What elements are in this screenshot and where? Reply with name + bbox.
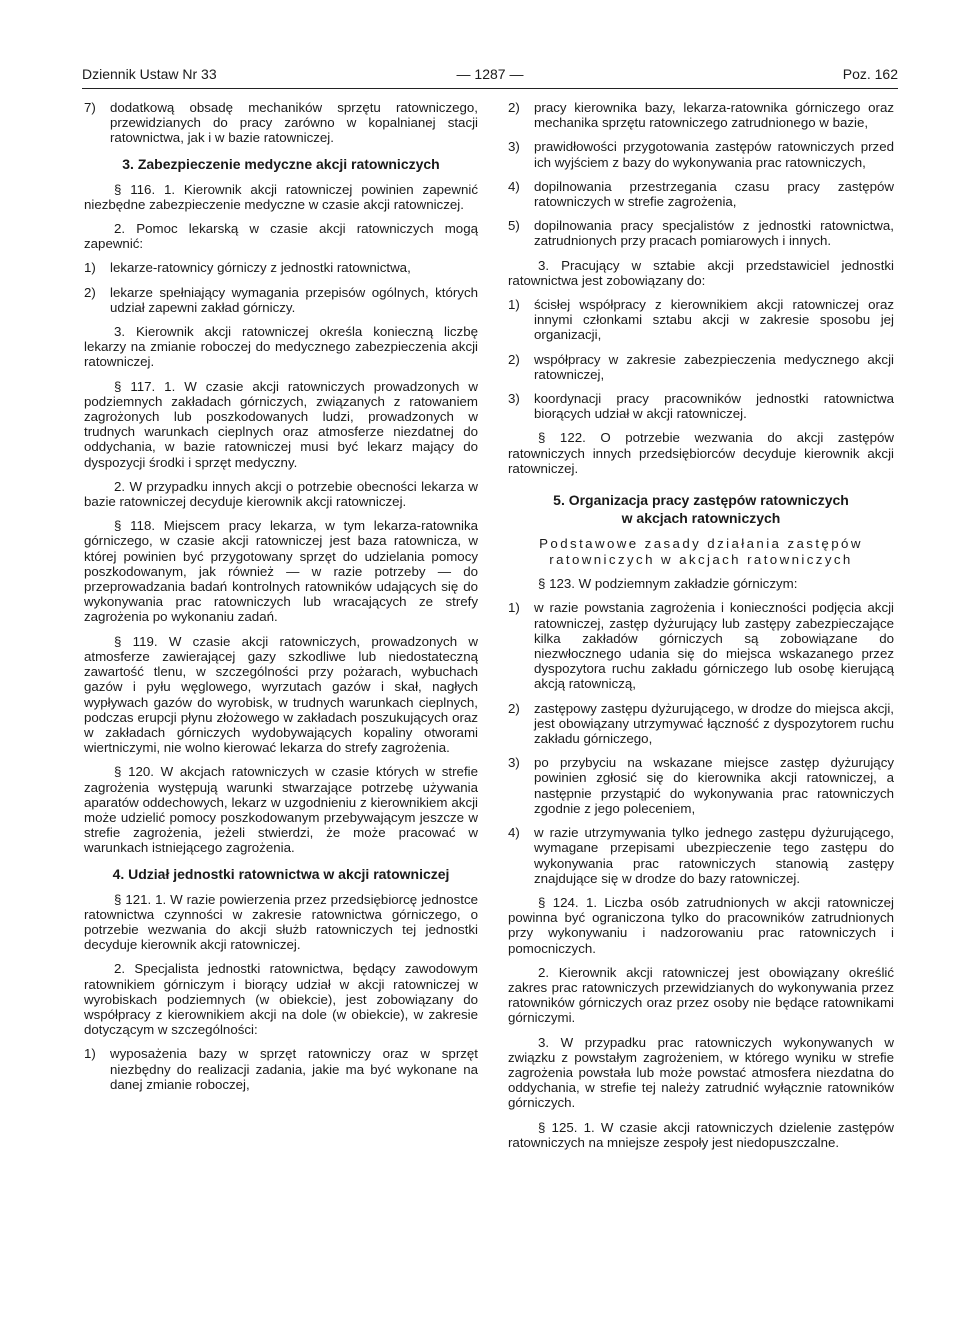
paragraph-123: § 123. W podziemnym zakładzie górniczym: xyxy=(538,576,798,592)
paragraph-122: § 122. O potrzebie wezwania do akcji zastępów ratowniczych innych przedsiębiorców decyduje kierownik akcji ratowniczej. xyxy=(508,430,894,476)
list-item-number: 1) xyxy=(508,600,520,616)
paragraph-125-1: § 125. 1. W czasie akcji ratowniczych dzielenie zastępów ratowniczych na mniejsze zespoły jest niedopuszczalne. xyxy=(508,1119,894,1150)
list-item-text: po przybyciu na wskazane miejsce zastęp dyżurujący powinien zgłosić się do kierownika akcji ratowniczej, a następnie przystąpić do wykonywania prac ratowniczych zgodnie z jego poleceniem, xyxy=(534,755,894,816)
list-item-text: ścisłej współpracy z kierownikiem akcji ratowniczej oraz innymi członkami sztabu akcji w zakresie sposobu jej organizacji, xyxy=(534,297,894,343)
list-item xyxy=(508,755,894,816)
list-item-number: 2) xyxy=(508,351,520,367)
paragraph-119: § 119. W czasie akcji ratowniczych, prowadzonych w atmosferze zawierającej gazy szkodliwe lub niedostateczną zawartość tlenu, w szczególności przy pożarach, wybuchach gazów i pyłu węglowego, wyrzutach gazów i skał, nagłych wypływach gazów do wyrobisk, w trudnych warunkach cieplnych, podczas erupcji płynu złożowego w zakładach poszukujących oraz w zakładach górniczych wydobywających kopaliny otworami wiertniczymi, nie wolno kierować lekarza do strefy zagrożenia. xyxy=(84,633,478,756)
list-item-number: 3) xyxy=(508,755,520,771)
list-item-text: współpracy w zakresie zabezpieczenia medycznego akcji ratowniczej, xyxy=(534,351,894,382)
list-item-text: lekarze spełniający wymagania przepisów ogólnych, których udział zapewni zakład górniczy. xyxy=(110,284,478,315)
list-item xyxy=(508,218,894,248)
list-item xyxy=(508,352,894,382)
running-header xyxy=(82,62,898,86)
list-item-text: zastępowy zastępu dyżurującego, w drodze do miejsca akcji, jest obowiązany utrzymywać łączność z dyspozytorem ruchu zakładu górniczego, xyxy=(534,700,894,747)
subheading-cont: ratowniczych w akcjach ratowniczych xyxy=(549,551,853,567)
list-item-text: wyposażenia bazy w sprzęt ratowniczy oraz w sprzęt niezbędny do realizacji zadania, jakie ma być wykonane na danej zmianie roboczej, xyxy=(110,1046,478,1092)
paragraph-124-2: 2. Kierownik akcji ratowniczej jest obowiązany określić zakres prac ratowniczych przewidzianych do wykonywania przez ratowników górniczych oraz przez osoby nie będące ratownikami górniczymi. xyxy=(508,964,894,1026)
paragraph-116-3: 3. Kierownik akcji ratowniczej określa konieczną liczbę lekarzy na zmianie roboczej do medycznego zabezpieczenia akcji ratowniczej. xyxy=(84,324,478,370)
list-item-text: lekarze-ratownicy górniczy z jednostki ratownictwa, xyxy=(110,260,411,276)
list-item xyxy=(84,100,478,146)
journal-title: Dziennik Ustaw Nr 33 xyxy=(82,66,217,82)
paragraph-117-1: § 117. 1. W czasie akcji ratowniczych prowadzonych w podziemnych zakładach górniczych, związanych z ratowaniem zagrożonych lub poszkodowanych ludzi, prowadzonych w trudnych warunkach cieplnych oraz atmosferze niezdatnej do oddychania, w bazie ratowniczej musi być lekarz mający do dyspozycji środki i sprzęt medyczny. xyxy=(84,378,478,470)
list-item-number: 5) xyxy=(508,218,520,234)
list-item-text: dopilnowania przestrzegania czasu pracy zastępów ratowniczych w strefie zagrożenia, xyxy=(534,178,894,210)
paragraph-116-1: § 116. 1. Kierownik akcji ratowniczej powinien zapewnić niezbędne zabezpieczenie medyczne w czasie akcji ratowniczej. xyxy=(84,181,478,212)
subheading: Podstawowe zasady działania zastępów xyxy=(539,536,863,552)
header-rule xyxy=(82,88,898,89)
paragraph-120: § 120. W akcjach ratowniczych w czasie których w strefie zagrożenia występują warunki stwarzające potrzebę używania aparatów oddechowych, lekarz w uzgodnieniu z kierownikiem akcji może udzielić pomocy poszkodowanym przebywającym jeszcze w strefie zagrożenia, jeżeli stwierdzi, że może pracować w warunkach istniejącego zagrożenia. xyxy=(84,764,478,856)
list-item-number: 4) xyxy=(508,825,520,841)
section-heading-4: 4. Udział jednostki ratownictwa w akcji ratowniczej xyxy=(112,865,450,882)
paragraph-116-2: 2. Pomoc lekarską w czasie akcji ratowniczych mogą zapewnić: xyxy=(84,221,478,252)
right-column xyxy=(508,100,894,1159)
paragraph-124-1: § 124. 1. Liczba osób zatrudnionych w akcji ratowniczej powinna być ograniczona tylko do pracowników zatrudnionych przy wykonywaniu i nadzorowaniu prac ratowniczych i pomocniczych. xyxy=(508,894,894,956)
list-item-number: 3) xyxy=(508,139,520,155)
paragraph-121-2: 2. Specjalista jednostki ratownictwa, będący zawodowym ratownikiem górniczym i biorący udział w akcji ratowniczej w wyrobiskach podziemnych (w obiekcie), jest zobowiązany do współpracy z kierownikiem akcji na dole (w obiekcie), w zakresie dotyczącym w szczególności: xyxy=(84,961,478,1038)
list-item-number: 4) xyxy=(508,178,520,194)
list-item xyxy=(508,701,894,747)
position-number: Poz. 162 xyxy=(842,66,898,82)
list-item-number: 2) xyxy=(84,284,96,300)
list-item xyxy=(508,391,894,421)
list-item xyxy=(508,600,894,691)
section-heading-3: 3. Zabezpieczenie medyczne akcji ratowniczych xyxy=(122,155,440,172)
list-item xyxy=(508,825,894,886)
list-item-number: 2) xyxy=(508,100,520,115)
list-item-number: 7) xyxy=(84,100,96,115)
list-item-text: pracy kierownika bazy, lekarza-ratownika górniczego oraz mechanika sprzętu ratowniczego zatrudnionego w bazie, xyxy=(534,100,894,131)
list-item-text: prawidłowości przygotowania zastępów ratowniczych przed ich wyjściem z bazy do wykonywania prac ratowniczych, xyxy=(534,139,894,170)
list-item-number: 1) xyxy=(84,260,96,276)
paragraph-121-1: § 121. 1. W razie powierzenia przez przedsiębiorcę jednostce ratownictwa czynności w zakresie ratownictwa górniczego, o potrzebie wezwania do akcji służb ratowniczych tej jednostki decyduje kierownik akcji ratowniczej. xyxy=(84,891,478,953)
list-item-number: 2) xyxy=(508,700,520,716)
list-item xyxy=(508,297,894,343)
paragraph-124-3: 3. W przypadku prac ratowniczych wykonywanych w związku z powstałym zagrożeniem, w którego wyniku w strefie zagrożenia powstała lub może powstać atmosfera niezdatna do oddychania, w strefie tej należy zatrudnić wyłącznie ratowników górniczych. xyxy=(508,1034,894,1111)
list-item-text: dodatkową obsadę mechaników sprzętu ratowniczego, przewidzianych do pracy zarówno w kopalnianej stacji ratownictwa, jak i w bazie ratowniczej. xyxy=(110,100,478,146)
list-item-number: 1) xyxy=(508,297,520,313)
list-item-text: w razie powstania zagrożenia i konieczności podjęcia akcji ratowniczej, zastęp dyżurujący lub zastępy zabezpieczające kilka zakładów górniczych są zobowiązane do niezwłocznego udania się do miejsca wskazanego przez dyspozytora ruchu zakładu górniczego lub osobę kierującą akcją ratowniczą, xyxy=(534,600,894,692)
list-item xyxy=(84,285,478,315)
list-item-text: koordynacji pracy pracowników jednostki ratownictwa biorących udział w akcji ratowniczej. xyxy=(534,391,894,422)
list-item xyxy=(508,100,894,130)
paragraph-118: § 118. Miejscem pracy lekarza, w tym lekarza-ratownika górniczego, w czasie akcji ratowniczej jest baza ratownicza, w której powinien być przygotowany sprzęt do udzielania pomocy poszkodowanym, jak również — w razie potrzeby — do przeprowadzania badań kontrolnych ratowników udających się do wykonywania prac ratowniczych lub wracających ze strefy zagrożenia po wykonaniu zadań. xyxy=(84,518,478,625)
list-item-text: dopilnowania pracy specjalistów z jednostki ratownictwa, zatrudnionych przy pracach pomiarowych i innych. xyxy=(534,218,894,249)
left-column xyxy=(84,100,478,1101)
list-item-number: 3) xyxy=(508,391,520,407)
list-item xyxy=(84,1046,478,1092)
list-item-number: 1) xyxy=(84,1046,96,1062)
paragraph-117-2: 2. W przypadku innych akcji o potrzebie obecności lekarza w bazie ratowniczej decyduje kierownik akcji ratowniczej. xyxy=(84,478,478,510)
paragraph-121-3: 3. Pracujący w sztabie akcji przedstawiciel jednostki ratownictwa jest zobowiązany do: xyxy=(508,257,894,288)
list-item xyxy=(84,260,478,275)
section-heading-5-cont: w akcjach ratowniczych xyxy=(621,510,781,527)
list-item xyxy=(508,139,894,169)
list-item-text: w razie utrzymywania tylko jednego zastępu dyżurującego, wymagane przepisami ubezpieczenie tego zastępu do wykonywania prac ratowniczych stanowią zastępy znajdujące się w drodze do bazy ratowniczej. xyxy=(534,825,894,886)
list-item xyxy=(508,179,894,209)
page-number: — 1287 — xyxy=(456,66,524,82)
section-heading-5: 5. Organizacja pracy zastępów ratowniczych xyxy=(553,492,849,509)
